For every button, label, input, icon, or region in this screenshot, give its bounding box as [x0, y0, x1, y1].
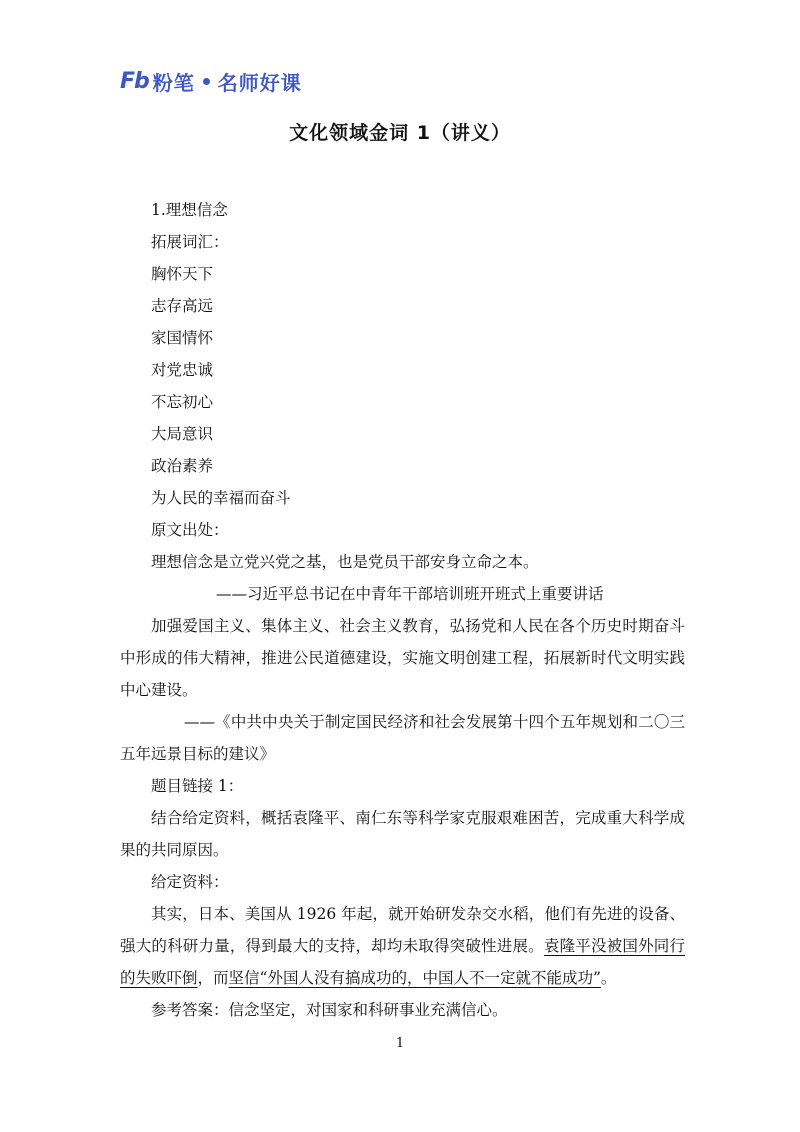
vocab-item: 志存高远 [151, 297, 214, 315]
vocab-item: 为人民的幸福而奋斗 [151, 489, 291, 507]
vocab-item: 政治素养 [151, 457, 214, 475]
question-text: 结合给定资料，概括袁隆平、南仁东等科学家克服艰难困苦，完成重大科学成果的共同原因。 [120, 809, 685, 859]
material-paragraph [120, 898, 685, 994]
reference-answer: 参考答案：信念坚定，对国家和科研事业充满信心。 [151, 1001, 508, 1019]
page-number: 1 [395, 1036, 405, 1051]
material-label: 给定资料： [151, 873, 229, 891]
quote-paragraph: 加强爱国主义、集体主义、社会主义教育，弘扬党和人民在各个历史时期奋斗中形成的伟大精神，推进公民道德建设，实施文明创建工程，拓展新时代文明实践中心建设。 [120, 617, 685, 699]
logo-tagline: 名师好课 [217, 70, 302, 95]
logo-mark: Fb [120, 68, 149, 94]
origin-label: 原文出处： [151, 521, 229, 539]
material-text: ，而 [197, 969, 229, 987]
logo-brand: 粉笔 [152, 70, 195, 95]
vocab-item: 对党忠诚 [151, 361, 214, 379]
section-heading: 1.理想信念 [151, 201, 228, 219]
quote-paragraph: 理想信念是立党兴党之基，也是党员干部安身立命之本。 [151, 553, 539, 571]
quote-source: ——习近平总书记在中青年干部培训班开班式上重要讲话 [216, 585, 604, 603]
question-label: 题目链接 1： [151, 777, 244, 795]
expand-vocab-label: 拓展词汇： [151, 233, 229, 251]
material-text: 。 [600, 969, 617, 987]
brand-logo [120, 66, 302, 96]
quote-source: ——《中共中央关于制定国民经济和社会发展第十四个五年规划和二〇三五年远景目标的建议》 [120, 713, 685, 763]
vocab-item: 大局意识 [151, 425, 214, 443]
material-highlight: 坚信“外国人没有搞成功的，中国人不一定就不能成功” [228, 969, 601, 987]
document-title: 文化领域金词 1（讲义） [289, 122, 511, 144]
material-highlight: 袁隆平没被国外同行的失败吓倒 [120, 937, 685, 987]
document-body [120, 194, 685, 1026]
vocab-item: 胸怀天下 [151, 265, 214, 283]
logo-separator-dot [203, 78, 210, 85]
vocab-item: 不忘初心 [151, 393, 214, 411]
vocab-item: 家国情怀 [151, 329, 214, 347]
material-text: 其实，日本、美国从 1926 年起，就开始研发杂交水稻，他们有先进的设备、强大的科研力量，得到最大的支持，却均未取得突破性进展。 [120, 905, 685, 955]
